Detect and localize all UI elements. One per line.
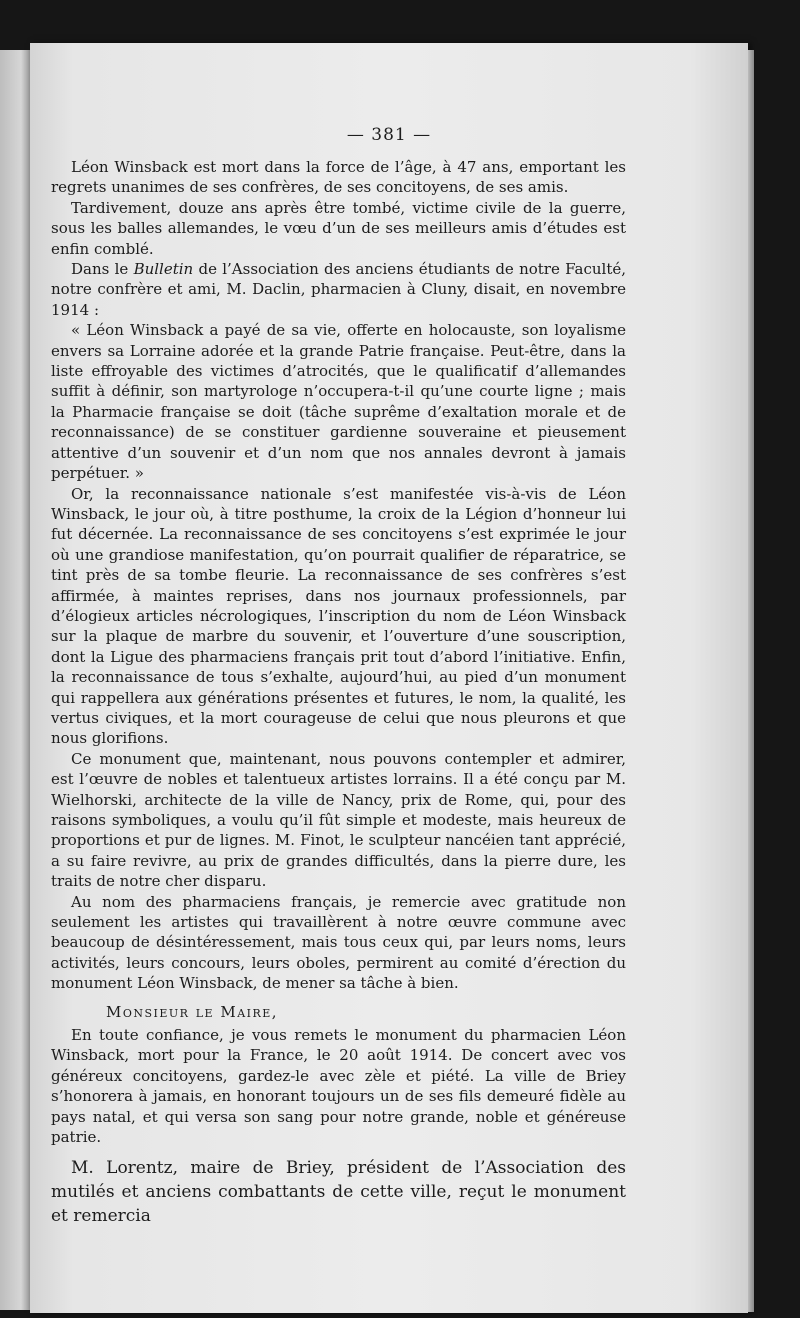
right-page-edge (748, 50, 754, 1312)
paragraph-handover: En toute confiance, je vous remets le monument du pharmacien Léon Winsback, mort pour la France, le 20 août 1914. De concert avec vos généreux concitoyens, gardez-le avec zèle et piété. La ville de Briey s’honorera à jamais, en honorant toujours un de ses fils demeuré fidèle au pays natal, et qui versa son sang pour notre grande, noble et généreuse patrie. (51, 1026, 626, 1147)
body-text (51, 157, 626, 1228)
book-page (30, 43, 748, 1313)
bulletin-title: Bulletin (133, 260, 194, 279)
paragraph-1: Léon Winsback est mort dans la force de l’âge, à 47 ans, emportant les regrets unanimes de ses confrères, de ses concitoyens, de ses amis. (51, 158, 626, 197)
paragraph-reconnaissance: Or, la reconnaissance nationale s’est manifestée vis-à-vis de Léon Winsback, le jour où, à titre posthume, la croix de la Légion d’honneur lui fut décernée. La reconnaissance de ses concitoyens s’est exprimée le jour où une grandiose manifestation, qu’on pourrait qualifier de réparatrice, se tint près de sa tombe fleurie. La reconnaissance de ses confrères s’est affirmée, à maintes reprises, dans nos journaux professionnels, par d’élogieux articles nécrologiques, l’inscription du nom de Léon Winsback sur la plaque de marbre du souvenir, et l’ouverture d’une souscription, dont la Ligue des pharmaciens français prit tout d’abord l’initiative. Enfin, la reconnaissance de tous s’exhalte, aujourd’hui, au pied d’un monument qui rappellera aux générations présentes et futures, le nom, la qualité, les vertus civiques, et la mort courageuse de celui que nous pleurons et que nous glorifions. (51, 484, 626, 748)
paragraph-3-lead: Dans le (71, 260, 134, 279)
paragraph-3-rest: de l’Association des anciens étudiants de notre Faculté, notre confrère et ami, M. Daclin, pharmacien à Cluny, disait, en novembre 1914 : (51, 260, 626, 319)
paragraph-thanks: Au nom des pharmaciens français, je remercie avec gratitude non seulement les artistes qui travaillèrent à notre œuvre commune avec beaucoup de désintéressement, mais tous ceux qui, par leurs noms, leurs activités, leurs concours, leurs oboles, permirent au comité d’érection du monument Léon Winsback, de mener sa tâche à bien. (51, 892, 626, 993)
page-number: — 381 — (346, 125, 432, 145)
quote-paragraph: « Léon Winsback a payé de sa vie, offerte en holocauste, son loyalisme envers sa Lorraine adorée et la grande Patrie française. Peut-être, dans la liste effroyable des victimes d’atrocités, que le qualificatif d’allemandes suffit à définir, son martyrologe n’occupera-t-il qu’une courte ligne ; mais la Pharmacie française se doit (tâche suprême d’exaltation morale et de reconnaissance) de se constituer gardienne souveraine et pieusement attentive d’un souvenir et d’un nom que nos annales devront à jamais perpétuer. » (51, 321, 626, 483)
paragraph-monument: Ce monument que, maintenant, nous pouvons contempler et admirer, est l’œuvre de nobles et talentueux artistes lorrains. Il a été conçu par M. Wielhorski, architecte de la ville de Nancy, prix de Rome, qui, pour des raisons symboliques, a voulu qu’il fût simple et modeste, mais heureux de proportions et pur de lignes. M. Finot, le sculpteur nancéien tant apprécié, a su faire revivre, au prix de grandes difficultés, dans la pierre dure, les traits de notre cher disparu. (51, 749, 626, 891)
paragraph-2: Tardivement, douze ans après être tombé, victime civile de la guerre, sous les balles allemandes, le vœu d’un de ses meilleurs amis d’études est enfin comblé. (51, 198, 626, 258)
paragraph-closing: M. Lorentz, maire de Briey, président de l’Association des mutilés et anciens combattants de cette ville, reçut le monument et remercia (51, 1157, 626, 1226)
left-page-edge (0, 50, 30, 1310)
paragraph-3 (51, 259, 626, 320)
salutation: Monsieur le Maire, (106, 1002, 279, 1021)
